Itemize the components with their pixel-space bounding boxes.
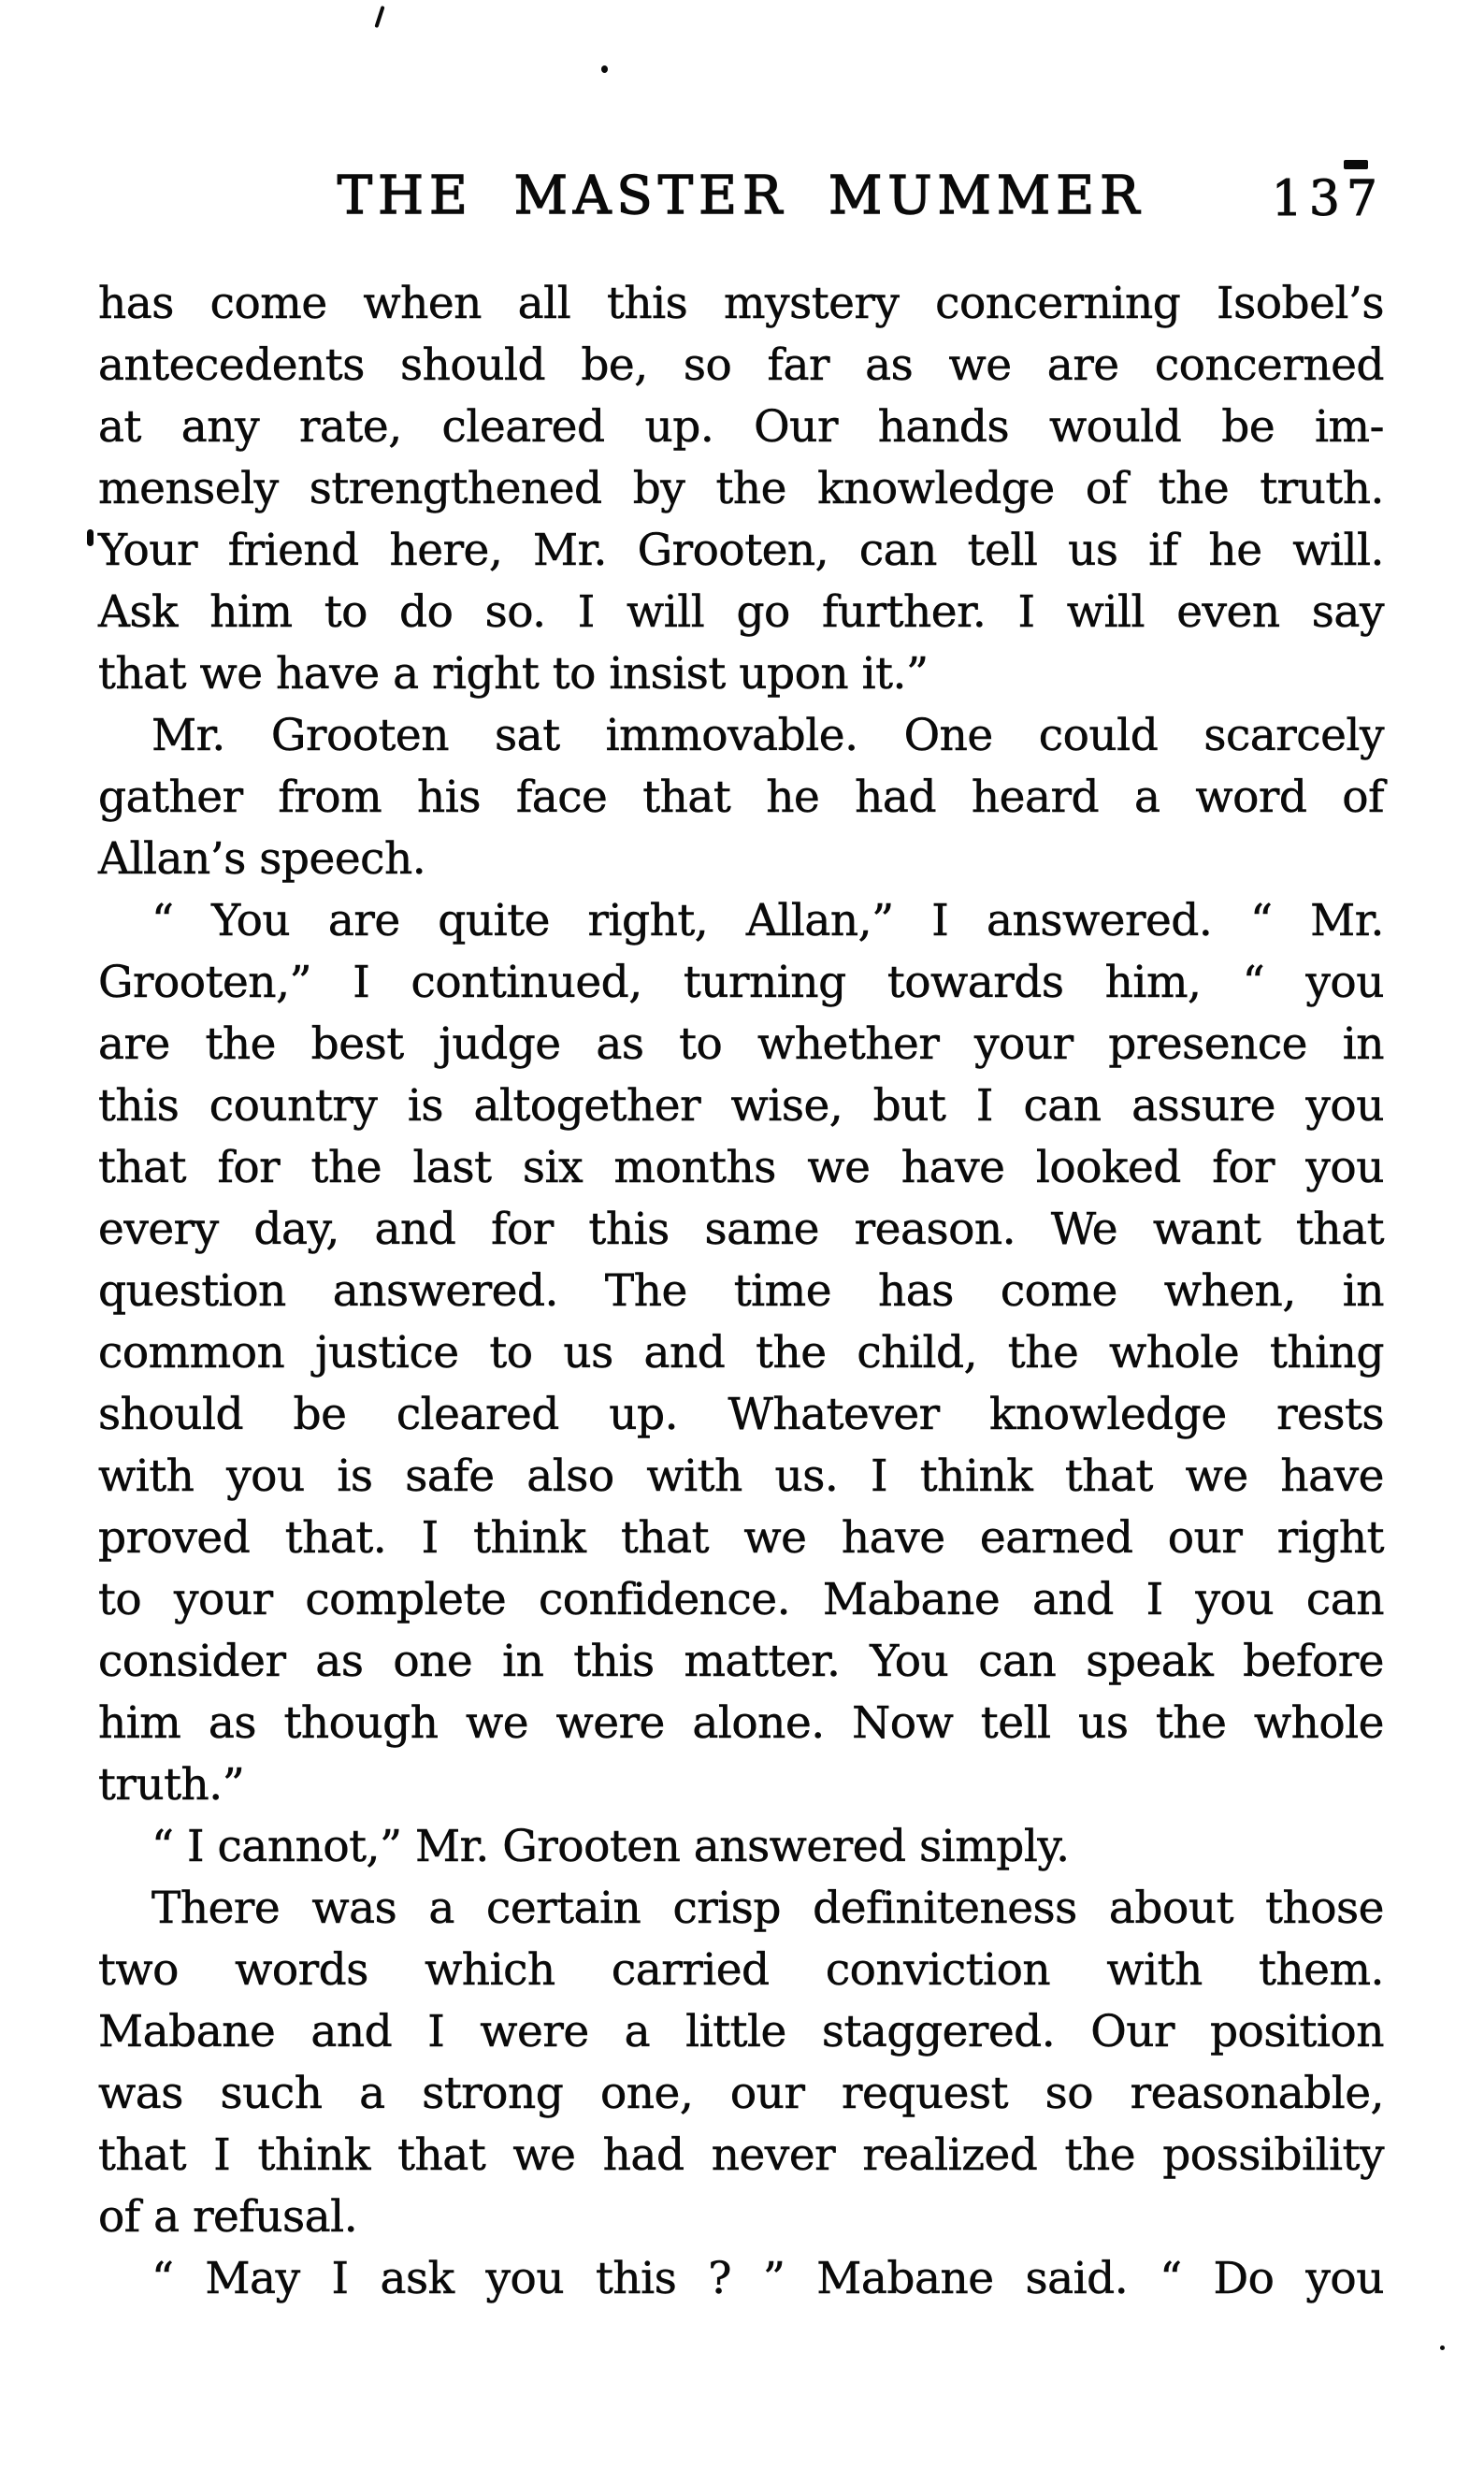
text-line: Mabane and I were a little staggered. Our position <box>98 2006 1384 2057</box>
text-line: Allan’s speech. <box>98 833 426 885</box>
text-line: antecedents should be, so far as we are concerned <box>98 339 1384 391</box>
text-line: consider as one in this matter. You can speak before <box>98 1636 1384 1687</box>
text-line: “ May I ask you this ? ” Mabane said. “ Do you <box>151 2253 1384 2304</box>
text-line: has come when all this mystery concerning Isobel’s <box>98 278 1384 329</box>
ink-speck-artifact <box>87 529 94 546</box>
text-line: that for the last six months we have looked for you <box>98 1142 1384 1193</box>
page-number: 137 <box>1271 171 1384 227</box>
ink-speck-artifact <box>374 6 384 28</box>
text-line: that we have a right to insist upon it.” <box>98 648 929 700</box>
text-line: “ You are quite right, Allan,” I answered. “ Mr. <box>151 895 1384 946</box>
text-line: of a refusal. <box>98 2191 358 2243</box>
text-line: Your friend here, Mr. Grooten, can tell us if he will. <box>98 525 1384 576</box>
text-line: proved that. I think that we have earned our right <box>98 1512 1384 1564</box>
text-line: every day, and for this same reason. We want that <box>98 1204 1384 1255</box>
running-title: THE MASTER MUMMER <box>337 166 1145 226</box>
text-line: this country is altogether wise, but I can assure you <box>98 1080 1384 1132</box>
text-line: truth.” <box>98 1759 245 1811</box>
ink-speck-artifact <box>1440 2345 1445 2350</box>
body-text <box>98 273 1384 2310</box>
ink-speck-artifact <box>601 65 608 73</box>
text-line: should be cleared up. Whatever knowledge rests <box>98 1389 1384 1440</box>
text-line: gather from his face that he had heard a word of <box>98 772 1384 823</box>
text-line: two words which carried conviction with them. <box>98 1944 1384 1996</box>
text-line: that I think that we had never realized the possibility <box>98 2129 1384 2181</box>
text-line: was such a strong one, our request so reasonable, <box>98 2068 1384 2119</box>
text-line: question answered. The time has come when, in <box>98 1265 1384 1317</box>
text-line: at any rate, cleared up. Our hands would be im- <box>98 401 1384 453</box>
text-line: him as though we were alone. Now tell us the whole <box>98 1697 1384 1749</box>
page-header <box>98 168 1384 226</box>
text-line: Grooten,” I continued, turning towards him, “ you <box>98 957 1384 1008</box>
text-line: with you is safe also with us. I think that we have <box>98 1450 1384 1502</box>
text-line: “ I cannot,” Mr. Grooten answered simply. <box>151 1821 1070 1872</box>
text-line: There was a certain crisp definiteness about those <box>151 1883 1384 1934</box>
text-line: mensely strengthened by the knowledge of the truth. <box>98 463 1384 514</box>
text-line: are the best judge as to whether your presence in <box>98 1018 1384 1070</box>
text-line: Mr. Grooten sat immovable. One could scarcely <box>151 710 1384 761</box>
text-line: Ask him to do so. I will go further. I will even say <box>98 586 1384 638</box>
text-line: to your complete confidence. Mabane and I you can <box>98 1574 1384 1625</box>
text-line: common justice to us and the child, the whole thing <box>98 1327 1384 1378</box>
